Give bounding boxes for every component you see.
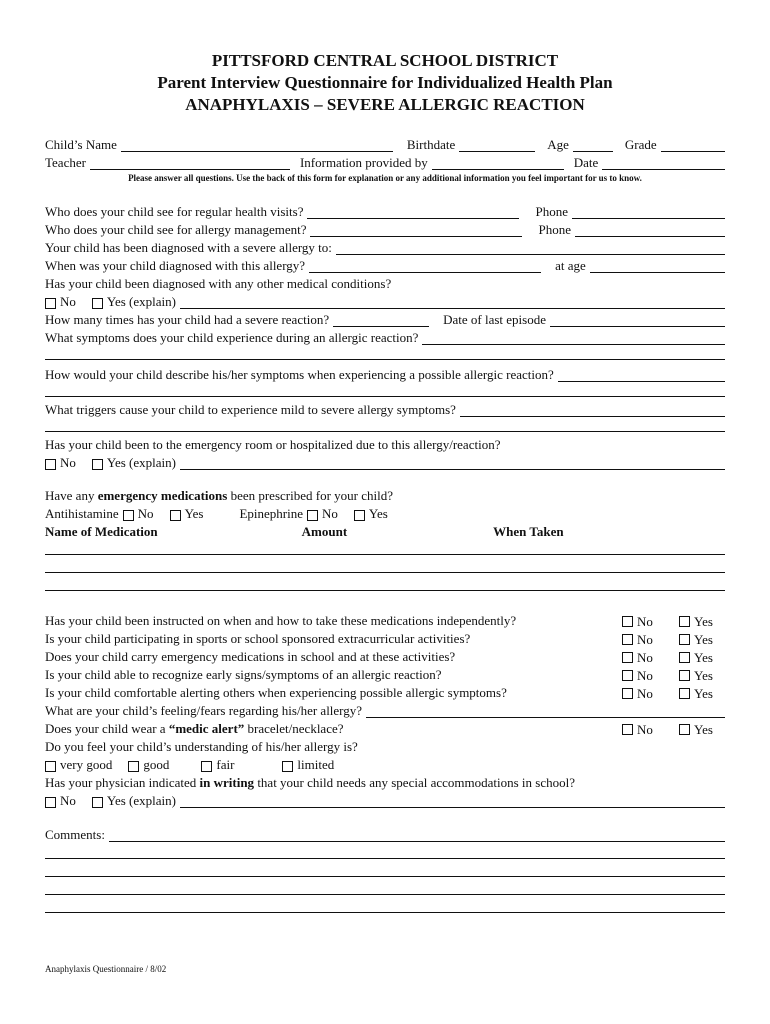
col-amount: Amount (301, 524, 348, 539)
recognize-no-checkbox[interactable] (622, 670, 633, 681)
at-age-label: at age (555, 258, 586, 273)
yes-no-column-no (622, 613, 653, 703)
teacher-row (45, 152, 725, 170)
when-diagnosed-row (45, 255, 725, 273)
good-checkbox[interactable] (128, 761, 139, 772)
date-field[interactable] (602, 157, 725, 170)
symptoms-line-2[interactable] (45, 359, 725, 360)
childs-name-field[interactable] (121, 139, 393, 152)
medic-no-label: No (637, 722, 653, 737)
carry-no-label: No (637, 650, 653, 665)
limited-checkbox[interactable] (282, 761, 293, 772)
feelings-row (45, 700, 725, 718)
phone-field-2[interactable] (575, 224, 725, 237)
antihistamine-no-label: No (137, 506, 154, 521)
describe-line-2[interactable] (45, 396, 725, 397)
when-diagnosed-label: When was your child diagnosed with this allergy? (45, 258, 306, 273)
fair-checkbox[interactable] (201, 761, 212, 772)
diagnosed-row (45, 237, 725, 255)
meds-label-pre: Have any (45, 488, 98, 503)
age-label: Age (547, 137, 569, 152)
er-yes-checkbox[interactable] (92, 459, 103, 470)
instructed-label: Has your child been instructed on when and how to take these medications independently? (45, 613, 517, 628)
er-no-checkbox[interactable] (45, 459, 56, 470)
er-yes-explain-label: Yes (explain) (106, 455, 176, 470)
phone-field[interactable] (572, 206, 725, 219)
diagnosed-field[interactable] (336, 242, 725, 255)
other-conditions-answer-row (45, 291, 725, 309)
sports-no-checkbox[interactable] (622, 634, 633, 645)
triggers-row (45, 399, 725, 417)
feelings-field[interactable] (366, 705, 725, 718)
carry-yes-label: Yes (694, 650, 713, 665)
good-label: good (143, 757, 170, 772)
how-many-field[interactable] (333, 314, 429, 327)
describe-label: How would your child describe his/her symptoms when experiencing a possible allergic reaction? (45, 367, 554, 382)
last-episode-field[interactable] (550, 314, 725, 327)
meds-row (45, 485, 725, 503)
writing-label-post: that your child needs any special accommodations in school? (254, 775, 575, 790)
age-field[interactable] (573, 139, 613, 152)
allergy-mgmt-label: Who does your child see for allergy management? (45, 222, 307, 237)
understanding-row (45, 736, 725, 754)
comments-line-2[interactable] (45, 858, 725, 859)
no-label: No (60, 294, 76, 309)
meds-label-bold: emergency medications (97, 488, 228, 503)
how-many-label: How many times has your child had a severe reaction? (45, 312, 330, 327)
teacher-label: Teacher (45, 155, 86, 170)
alerting-yes-label: Yes (694, 686, 713, 701)
date-label: Date (573, 155, 599, 170)
other-cond-explain-field[interactable] (180, 296, 725, 309)
antihistamine-label: Antihistamine (45, 506, 119, 521)
limited-label: limited (297, 757, 335, 772)
birthdate-field[interactable] (459, 139, 535, 152)
recognize-yes-checkbox[interactable] (679, 670, 690, 681)
epinephrine-label: Epinephrine (239, 506, 304, 521)
form-subtitle: ANAPHYLAXIS – SEVERE ALLERGIC REACTION (185, 95, 585, 114)
comments-field[interactable] (109, 829, 725, 842)
other-conditions-row (45, 273, 725, 291)
epinephrine-no-checkbox[interactable] (307, 510, 318, 521)
how-many-row (45, 309, 725, 327)
child-info-row (45, 134, 725, 152)
other-conditions-label: Has your child been diagnosed with any other medical conditions? (45, 276, 392, 291)
feelings-label: What are your child’s feeling/fears regarding his/her allergy? (45, 703, 363, 718)
writing-yes-checkbox[interactable] (92, 797, 103, 808)
epinephrine-yes-checkbox[interactable] (354, 510, 365, 521)
medic-yes-checkbox[interactable] (679, 724, 690, 735)
symptoms-field[interactable] (422, 332, 725, 345)
comments-line-5[interactable] (45, 912, 725, 913)
carry-label: Does your child carry emergency medications in school and at these activities? (45, 649, 456, 664)
regular-visits-label: Who does your child see for regular health visits? (45, 204, 304, 219)
er-row (45, 434, 725, 452)
form-header (45, 0, 725, 116)
medic-label-post: bracelet/necklace? (244, 721, 344, 736)
meds-label-post: been prescribed for your child? (227, 488, 393, 503)
antihistamine-no-checkbox[interactable] (123, 510, 134, 521)
sports-yes-label: Yes (694, 632, 713, 647)
comments-line-3[interactable] (45, 876, 725, 877)
antihistamine-row (45, 503, 725, 521)
comments-line-4[interactable] (45, 894, 725, 895)
carry-no-checkbox[interactable] (622, 652, 633, 663)
at-age-field[interactable] (590, 260, 725, 273)
writing-no-checkbox[interactable] (45, 797, 56, 808)
very-good-checkbox[interactable] (45, 761, 56, 772)
describe-row (45, 364, 725, 382)
phone-label: Phone (535, 204, 568, 219)
writing-label-pre: Has your physician indicated (45, 775, 200, 790)
form-title: Parent Interview Questionnaire for Individualized Health Plan (157, 73, 613, 92)
instructed-no-label: No (637, 614, 653, 629)
antihistamine-yes-checkbox[interactable] (170, 510, 181, 521)
allergy-mgmt-field[interactable] (310, 224, 522, 237)
understanding-answer-row (45, 754, 725, 772)
comments-label: Comments: (45, 827, 105, 842)
medication-line-2[interactable] (45, 572, 725, 573)
instructions-note: Please answer all questions. Use the back of this form for explanation or any additional information you feel important for us to know. (128, 173, 642, 183)
er-no-label: No (60, 455, 76, 470)
writing-no-label: No (60, 793, 76, 808)
birthdate-label: Birthdate (406, 137, 456, 152)
understanding-label: Do you feel your child’s understanding of his/her allergy is? (45, 739, 358, 754)
triggers-line-2[interactable] (45, 431, 725, 432)
writing-yes-explain-label: Yes (explain) (106, 793, 176, 808)
regular-visits-row (45, 201, 725, 219)
sports-yes-checkbox[interactable] (679, 634, 690, 645)
diagnosed-label: Your child has been diagnosed with a severe allergy to: (45, 240, 332, 255)
other-cond-no-checkbox[interactable] (45, 298, 56, 309)
medic-no-checkbox[interactable] (622, 724, 633, 735)
symptoms-row (45, 327, 725, 345)
alerting-label: Is your child comfortable alerting others when experiencing possible allergic symptoms? (45, 685, 507, 700)
yes-no-column-yes (679, 613, 713, 703)
medic-label-bold: “medic alert” (168, 721, 245, 736)
other-cond-yes-checkbox[interactable] (92, 298, 103, 309)
triggers-field[interactable] (460, 404, 725, 417)
describe-field[interactable] (558, 369, 725, 382)
form-footer: Anaphylaxis Questionnaire / 8/02 (45, 964, 167, 974)
recognize-label: Is your child able to recognize early signs/symptoms of an allergic reaction? (45, 667, 442, 682)
allergy-mgmt-row (45, 219, 725, 237)
epinephrine-yes-label: Yes (368, 506, 388, 521)
instructed-yes-checkbox[interactable] (679, 616, 690, 627)
in-writing-answer-row (45, 790, 725, 808)
in-writing-row (45, 772, 725, 790)
col-when-taken: When Taken (493, 524, 564, 539)
comments-row (45, 824, 725, 842)
epinephrine-no-label: No (322, 506, 338, 521)
col-name-of-medication: Name of Medication (45, 524, 158, 539)
regular-visits-field[interactable] (307, 206, 519, 219)
recognize-no-label: No (637, 668, 653, 683)
sports-label: Is your child participating in sports or school sponsored extracurricular activities? (45, 631, 471, 646)
alerting-yes-checkbox[interactable] (679, 688, 690, 699)
er-label: Has your child been to the emergency room or hospitalized due to this allergy/reaction? (45, 437, 501, 452)
symptoms-label: What symptoms does your child experience during an allergic reaction? (45, 330, 419, 345)
medic-label-pre: Does your child wear a (45, 721, 169, 736)
er-explain-field[interactable] (180, 457, 725, 470)
when-diagnosed-field[interactable] (309, 260, 541, 273)
recognize-yes-label: Yes (694, 668, 713, 683)
alerting-no-checkbox[interactable] (622, 688, 633, 699)
sports-no-label: No (637, 632, 653, 647)
fair-label: fair (216, 757, 235, 772)
teacher-field[interactable] (90, 157, 290, 170)
medication-table-header (45, 521, 725, 539)
er-answer-row (45, 452, 725, 470)
writing-explain-field[interactable] (180, 795, 725, 808)
yes-explain-label: Yes (explain) (106, 294, 176, 309)
medication-line-1[interactable] (45, 554, 725, 555)
carry-yes-checkbox[interactable] (679, 652, 690, 663)
very-good-label: very good (60, 757, 113, 772)
instructed-no-checkbox[interactable] (622, 616, 633, 627)
grade-field[interactable] (661, 139, 725, 152)
medication-line-3[interactable] (45, 590, 725, 591)
medic-yes-label: Yes (694, 722, 713, 737)
info-by-label: Information provided by (299, 155, 428, 170)
phone-label-2: Phone (538, 222, 571, 237)
antihistamine-yes-label: Yes (184, 506, 204, 521)
grade-label: Grade (624, 137, 657, 152)
instructed-yes-label: Yes (694, 614, 713, 629)
info-by-field[interactable] (432, 157, 564, 170)
district-title: PITTSFORD CENTRAL SCHOOL DISTRICT (211, 51, 559, 70)
childs-name-label: Child’s Name (45, 137, 117, 152)
last-episode-label: Date of last episode (443, 312, 546, 327)
alerting-no-label: No (637, 686, 653, 701)
writing-label-bold: in writing (199, 775, 255, 790)
triggers-label: What triggers cause your child to experience mild to severe allergy symptoms? (45, 402, 456, 417)
